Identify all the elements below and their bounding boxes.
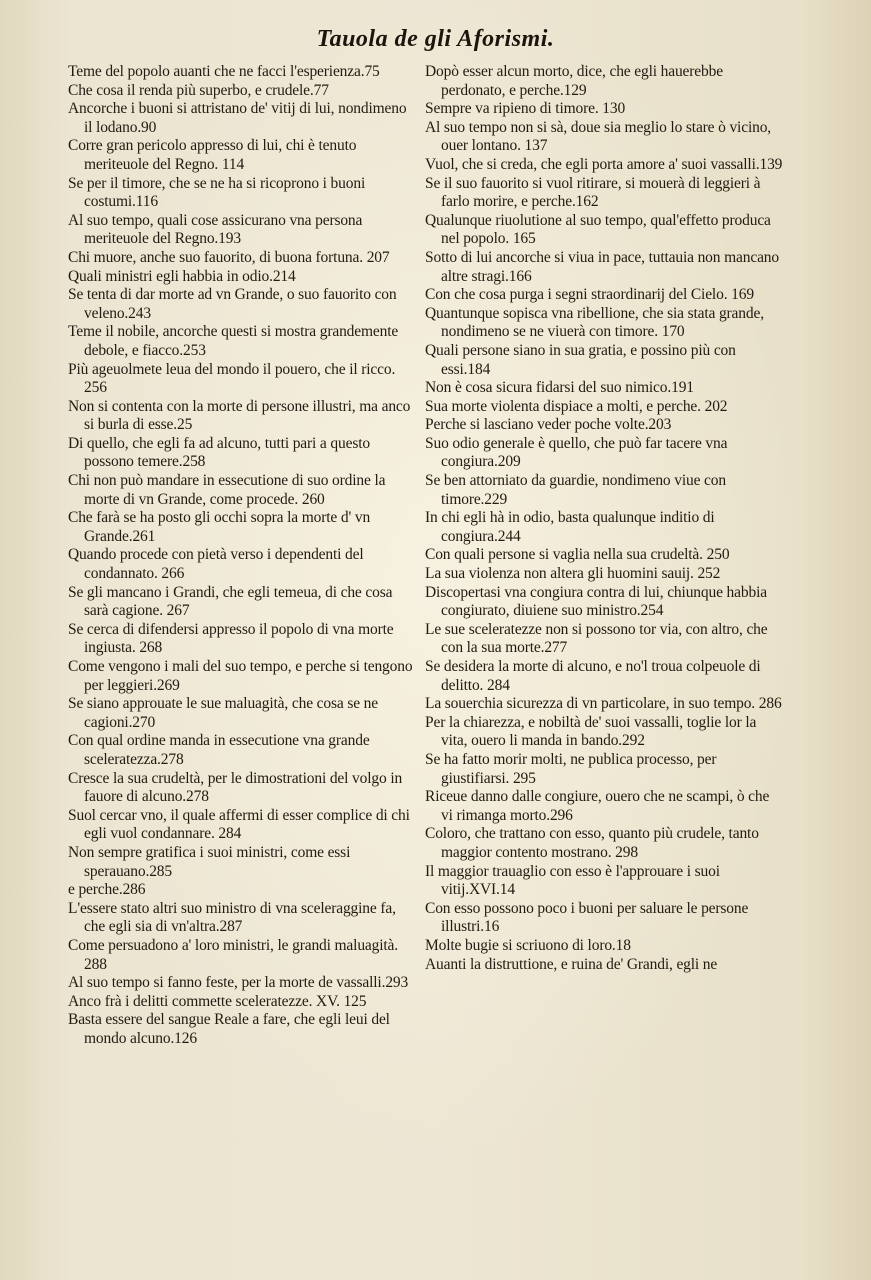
index-entry: Qualunque riuolutione al suo tempo, qual'effetto produca nel popolo. 165 [425,211,771,248]
index-entry: Per la chiarezza, e nobiltà de' suoi vassalli, toglie lor la vita, ouero li manda in bando.292 [425,713,757,750]
index-entry: Che farà se ha posto gli occhi sopra la morte d' vn Grande.261 [68,509,371,545]
index-entry: Auanti la distruttione, e ruina de' Grandi, egli ne [425,955,718,973]
index-entry: Più ageuolmete leua del mondo il pouero, che il ricco. 256 [68,360,396,397]
index-entry: Come vengono i mali del suo tempo, e perche si tengono per leggieri.269 [68,658,413,694]
index-entry: Perche si lasciano veder poche volte.203 [425,416,672,434]
index-entry: Sotto di lui ancorche si viua in pace, tuttauia non mancano altre stragi.166 [425,248,780,285]
index-entry: Se gli mancano i Grandi, che egli temeua, di che cosa sarà cagione. 267 [68,583,393,620]
index-entry: Non sempre gratifica i suoi ministri, come essi sperauano.285 [68,843,351,880]
index-entry: Sempre va ripieno di timore. 130 [425,100,626,118]
index-entry: Vuol, che si creda, che egli porta amore a' suoi vassalli.139 [425,155,783,173]
index-entry: Suo odio generale è quello, che può far tacere vna congiura.209 [425,434,728,471]
index-entry: Come persuadono a' loro ministri, le grandi maluagità. 288 [68,936,399,973]
index-entry: La souerchia sicurezza di vn particolare, in suo tempo. 286 [425,695,782,713]
index-entry: In chi egli hà in odio, basta qualunque inditio di congiura.244 [425,509,715,545]
index-entry: Chi non può mandare in essecutione di suo ordine la morte di vn Grande, come procede. 260 [68,472,386,508]
index-entry: Al suo tempo non si sà, doue sia meglio lo stare ò vicino, ouer lontano. 137 [425,118,772,155]
index-entry: Quali ministri egli habbia in odio.214 [68,267,296,285]
index-entry: Discopertasi vna congiura contra di lui, chiunque habbia congiurato, diuiene suo ministro.254 [425,583,767,620]
index-entry: Se ben attorniato da guardie, nondimeno viue con timore.229 [425,472,726,508]
index-entry: Al suo tempo si fanno feste, per la morte de vassalli.293 [68,974,409,992]
index-entry: Se siano approuate le sue maluagità, che cosa se ne cagioni.270 [68,695,378,731]
index-entry: Quantunque sopisca vna ribellione, che sia stata grande, nondimeno se ne viuerà con timore. 170 [425,304,764,341]
index-entry: Con quali persone si vaglia nella sua crudeltà. 250 [425,546,730,564]
index-entry: Le sue sceleratezze non si possono tor via, con altro, che con la sua morte.277 [425,620,768,657]
index-entry: Coloro, che trattano con esso, quanto più crudele, tanto maggior contento mostrano. 298 [425,825,759,861]
index-entry: Quali persone siano in sua gratia, e possino più con essi.184 [425,341,736,378]
index-entry: Quando procede con pietà verso i dependenti del condannato. 266 [68,546,364,583]
index-entry: Chi muore, anche suo fauorito, di buona fortuna. 207 [68,248,390,266]
index-column-left [68,63,418,1048]
index-entry: Con che cosa purga i segni straordinarij del Cielo. 169 [425,286,754,304]
index-entry: Se il suo fauorito si vuol ritirare, si mouerà di leggieri à farlo morire, e perche.162 [425,174,761,211]
index-entry: Al suo tempo, quali cose assicurano vna persona meriteuole del Regno.193 [68,211,363,248]
index-entry: Non si contenta con la morte di persone illustri, ma anco si burla di esse.25 [68,397,411,434]
index-entry: L'essere stato altri suo ministro di vna sceleraggine fa, che egli sia di vn'altra.287 [68,899,396,936]
index-entry: Se tenta di dar morte ad vn Grande, o suo fauorito con veleno.243 [68,286,397,322]
index-entry: Con qual ordine manda in essecutione vna grande sceleratezza.278 [68,732,370,768]
index-entry: La sua violenza non altera gli huomini sauij. 252 [425,565,721,583]
page-title: Tauola de gli Aforismi. [316,26,555,52]
index-entry: Se per il timore, che se ne ha si ricoprono i buoni costumi.116 [68,174,366,211]
index-entry: Che cosa il renda più superbo, e crudele.77 [68,81,329,99]
index-entry: Teme del popolo auanti che ne facci l'esperienza.75 [68,63,380,80]
index-entry: Di quello, che egli fa ad alcuno, tutti pari a questo possono temere.258 [68,434,370,471]
index-entry: Con esso possono poco i buoni per saluare le persone illustri.16 [425,899,749,936]
index-entry: Cresce la sua crudeltà, per le dimostrationi del volgo in fauore di alcuno.278 [68,769,403,806]
index-entry: Suol cercar vno, il quale affermi di esser complice di chi egli vuol condannare. 284 [68,806,410,843]
index-entry: Se desidera la morte di alcuno, e no'l troua colpeuole di delitto. 284 [425,658,761,694]
index-entry: Se cerca di difendersi appresso il popolo di vna morte ingiusta. 268 [68,620,394,657]
index-entry: Molte bugie si scriuono di loro.18 [425,936,631,954]
index-entry: e perche.286 [68,881,146,899]
index-entry: Se ha fatto morir molti, ne publica processo, per giustifiarsi. 295 [425,750,717,787]
index-entry: Sua morte violenta dispiace a molti, e perche. 202 [425,397,728,415]
index-entry: Ancorche i buoni si attristano de' vitij di lui, nondimeno il lodano.90 [68,100,407,136]
index-column-right [425,63,783,974]
index-entry: Teme il nobile, ancorche questi si mostra grandemente debole, e fiacco.253 [68,323,399,359]
index-entry: Riceue danno dalle congiure, ouero che ne scampi, ò che vi rimanga morto.296 [425,788,770,824]
index-entry: Dopò esser alcun morto, dice, che egli hauerebbe perdonato, e perche.129 [425,63,723,99]
index-entry: Anco frà i delitti commette sceleratezze. XV. 125 [68,992,367,1010]
index-entry: Il maggior trauaglio con esso è l'approuare i suoi vitij.XVI.14 [425,862,720,899]
index-entry: Corre gran pericolo appresso di lui, chi è tenuto meriteuole del Regno. 114 [68,137,357,173]
index-entry: Non è cosa sicura fidarsi del suo nimico.191 [425,379,694,397]
index-entry: Basta essere del sangue Reale a fare, che egli leui del mondo alcuno.126 [68,1011,390,1047]
